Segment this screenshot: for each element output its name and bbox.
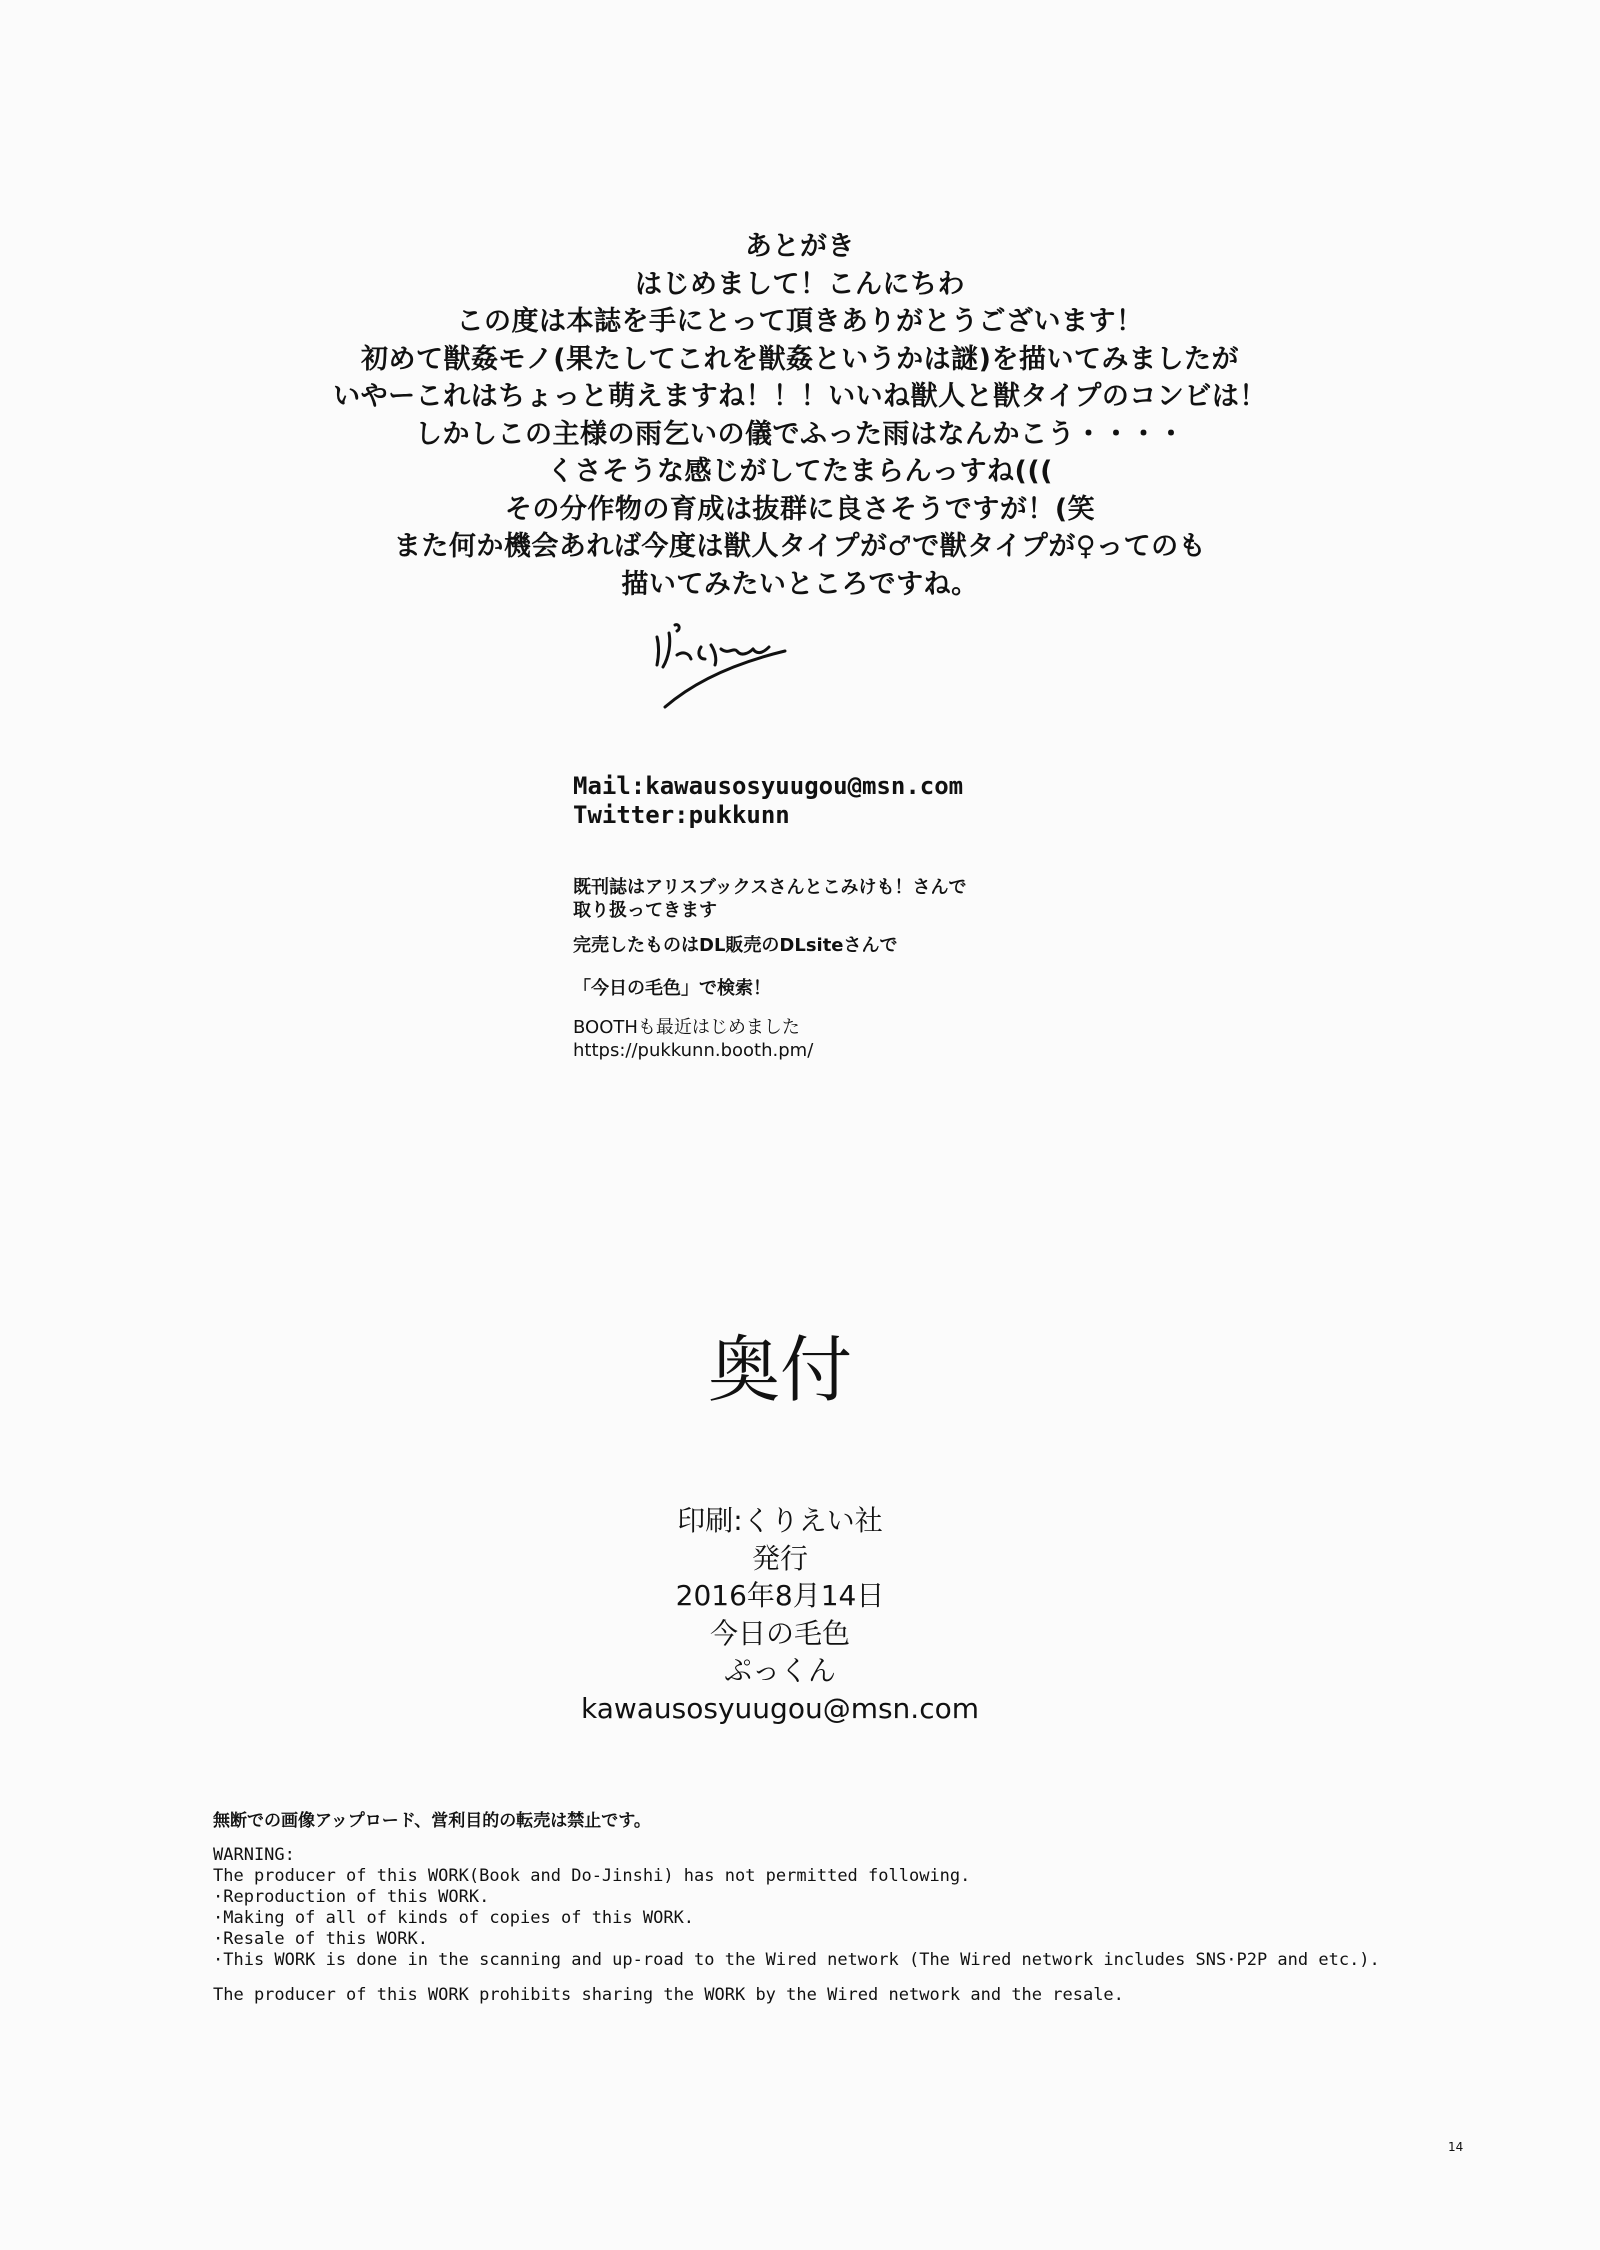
afterword-line: また何か機会あれば今度は獣人タイプが♂で獣タイプが♀ってのも: [393, 531, 1207, 562]
warning-heading: WARNING:: [213, 1845, 295, 1865]
colophon-printer: 印刷:くりえい社: [677, 1504, 883, 1537]
contact-mail: Mail:kawausosyuugou@msn.com: [573, 772, 964, 800]
shop-info: [573, 876, 966, 1062]
author-signature: [645, 615, 795, 710]
afterword-heading: あとがき: [745, 231, 855, 262]
afterword-line: この度は本誌を手にとって頂きありがとうございます！: [456, 306, 1144, 337]
contact-info: [573, 772, 963, 830]
warning-item: ·Resale of this WORK.: [213, 1929, 428, 1949]
afterword-line: 初めて獣姦モノ(果たしてこれを獣姦というかは謎)を描いてみましたが: [361, 343, 1239, 375]
booth-url: https://pukkunn.booth.pm/: [573, 1040, 814, 1061]
shop-line: 完売したものはDL販売のDLsiteさんで: [573, 935, 898, 956]
colophon-date: 2016年8月14日: [675, 1579, 885, 1612]
shop-line: 取り扱ってきます: [573, 900, 717, 921]
warning-final: The producer of this WORK prohibits sharing the WORK by the Wired network and the resale.: [213, 1985, 1124, 2005]
afterword-line: くさそうな感じがしてたまらんっすね(((: [546, 456, 1054, 487]
colophon-email: kawausosyuugou@msn.com: [580, 1691, 979, 1725]
colophon-circle: 今日の毛色: [709, 1616, 850, 1650]
warning-item: ·Reproduction of this WORK.: [213, 1887, 490, 1907]
warning-block: [213, 1845, 1380, 2006]
page-number: 14: [1448, 2140, 1464, 2154]
upload-notice: 無断での画像アップロード、営利目的の転売は禁止です。: [213, 1811, 651, 1831]
warning-intro: The producer of this WORK(Book and Do-Jinshi) has not permitted following.: [213, 1866, 971, 1886]
colophon-title: 奥付: [707, 1328, 852, 1412]
afterword-line: はじめまして！こんにちわ: [635, 268, 965, 300]
warning-item: ·Making of all of kinds of copies of this WORK.: [213, 1908, 695, 1928]
afterword: [0, 228, 1600, 603]
contact-twitter: Twitter:pukkunn: [573, 801, 790, 829]
colophon: [0, 1502, 1560, 1727]
afterword-line: いやーこれはちょっと萌えますね！！！いいね獣人と獣タイプのコンビは！: [333, 381, 1267, 412]
shop-line: BOOTHも最近はじめました: [573, 1017, 800, 1038]
colophon-author: ぷっくん: [723, 1654, 836, 1687]
afterword-line: しかしこの主様の雨乞いの儀でふった雨はなんかこう・・・・: [415, 418, 1185, 450]
shop-line: 既刊誌はアリスブックスさんとこみけも！さんで: [573, 877, 967, 898]
afterword-line: 描いてみたいところですね。: [621, 568, 979, 600]
colophon-issued-label: 発行: [751, 1541, 808, 1575]
shop-line: 「今日の毛色」で検索！: [573, 978, 771, 999]
warning-item: ·This WORK is done in the scanning and up-road to the Wired network (The Wired network includes SNS·P2P and etc.).: [213, 1950, 1380, 1970]
afterword-line: その分作物の育成は抜群に良さそうですが！(笑: [504, 493, 1096, 525]
